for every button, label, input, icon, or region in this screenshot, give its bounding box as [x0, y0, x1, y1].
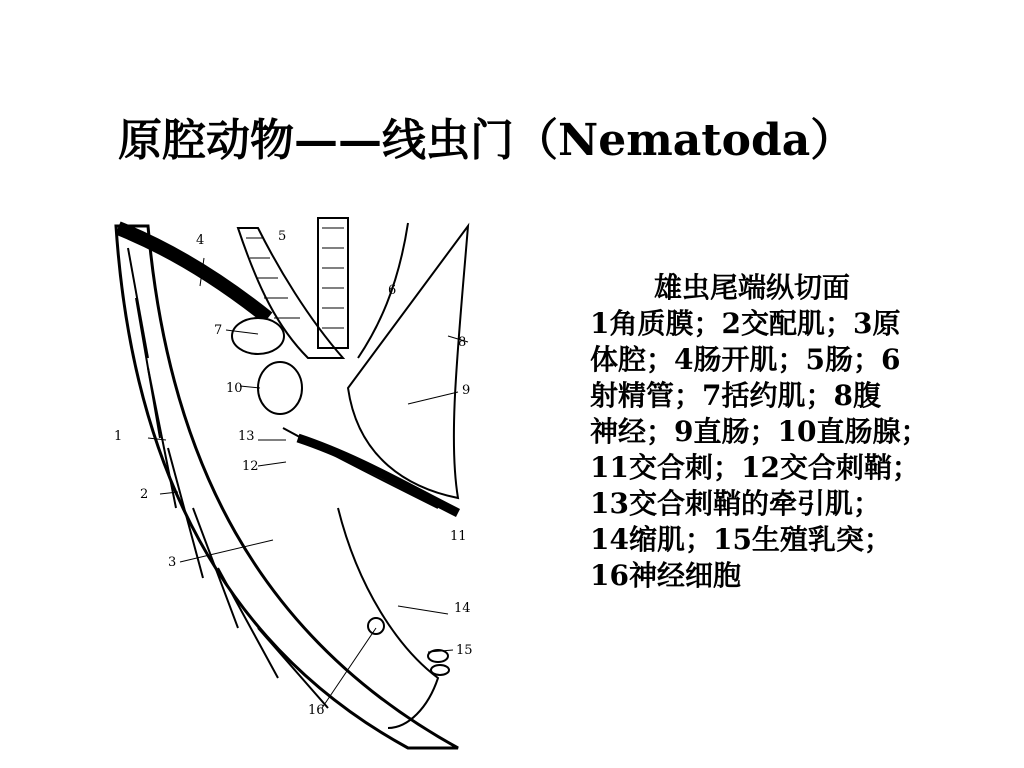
caption-line: 16神经细胞: [590, 559, 741, 592]
figure-caption: [590, 270, 970, 594]
callout-8: 8: [458, 335, 467, 350]
caption-line: 11交合刺；12交合刺鞘；: [590, 451, 920, 484]
caption-line: 体腔；4肠开肌；5肠；6: [590, 343, 901, 376]
rectal-gland: [258, 362, 302, 414]
callout-7: 7: [214, 323, 223, 338]
caption-line: 14缩肌；15生殖乳突；: [590, 523, 892, 556]
callout-4: 4: [196, 233, 205, 248]
callout-16: 16: [308, 703, 325, 718]
callout-10: 10: [226, 381, 243, 396]
ejaculatory-duct: [358, 223, 408, 358]
ventral-tissue: [348, 226, 471, 498]
callout-9: 9: [462, 383, 471, 398]
callout-14: 14: [454, 601, 471, 616]
callout-3: 3: [168, 555, 177, 570]
illustration-svg: [108, 208, 508, 756]
spicule-sheath: [283, 428, 438, 508]
sphincter-muscle: [232, 318, 284, 354]
tail-tip: [338, 508, 438, 728]
callout-6: 6: [388, 283, 397, 298]
callout-1: 1: [114, 429, 123, 444]
nematode-tail-section-illustration: [108, 208, 508, 756]
caption-line: 1角质膜；2交配肌；3原: [590, 307, 901, 340]
callout-5: 5: [278, 229, 287, 244]
caption-line: 射精管；7括约肌；8腹: [590, 379, 881, 412]
callout-12: 12: [242, 459, 259, 474]
nerve-cell: [368, 618, 384, 634]
callout-11: 11: [450, 529, 467, 544]
caption-line: 神经；9直肠；10直肠腺；: [590, 415, 929, 448]
callout-15: 15: [456, 643, 473, 658]
callout-13: 13: [238, 429, 255, 444]
caption-line: 13交合刺鞘的牵引肌；: [590, 487, 881, 520]
slide-title: 原腔动物——线虫门（Nematoda）: [118, 115, 855, 166]
caption-heading: 雄虫尾端纵切面: [654, 271, 851, 304]
callout-2: 2: [140, 487, 149, 502]
